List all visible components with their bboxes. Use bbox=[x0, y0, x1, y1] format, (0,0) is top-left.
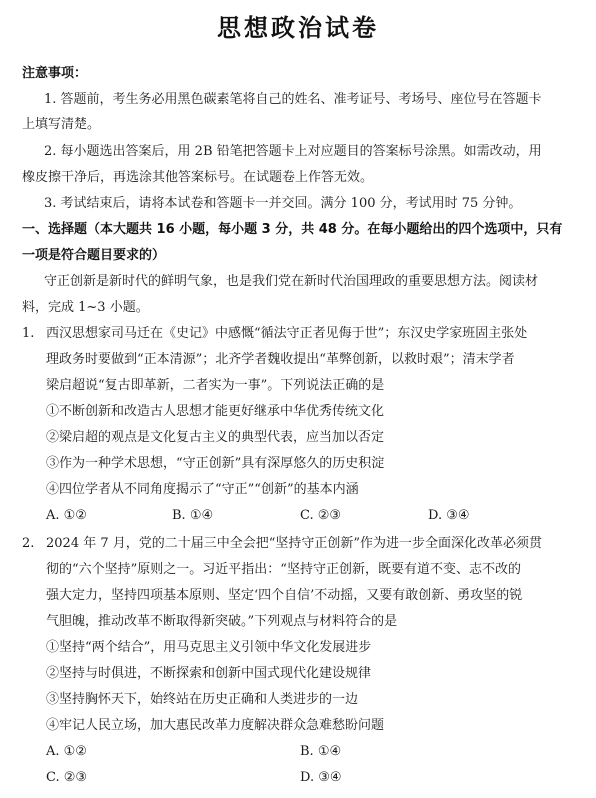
notice-item-2-line-1: 2. 每小题选出答案后，用 2B 铅笔把答题卡上对应题目的答案标号涂黑。如需改动，用 bbox=[44, 144, 542, 159]
question-1-option-b: B. ①④ bbox=[172, 508, 214, 523]
notice-heading: 注意事项： bbox=[22, 66, 88, 81]
section-heading-line-2: 一项是符合题目要求的） bbox=[22, 248, 166, 263]
question-2-number: 2. bbox=[22, 536, 35, 551]
question-2-statement-2: ②坚持与时俱进，不断探索和创新中国式现代化建设规律 bbox=[46, 666, 372, 681]
question-1-option-a: A. ①② bbox=[46, 508, 87, 523]
question-1-option-d: D. ③④ bbox=[428, 508, 470, 523]
question-1-number: 1. bbox=[22, 326, 35, 341]
question-1-statement-4: ④四位学者从不同角度揭示了“守正”“创新”的基本内涵 bbox=[46, 482, 359, 497]
question-2-stem-line-3: 强大定力，坚持四项基本原则、坚定‘四个自信’不动摇，又要有敢创新、勇攻坚的锐 bbox=[46, 588, 523, 603]
question-2-stem-line-4: 气胆魄，推动改革不断取得新突破。”下列观点与材料符合的是 bbox=[46, 614, 398, 629]
question-2-statement-1: ①坚持“两个结合”，用马克思主义引领中华文化发展进步 bbox=[46, 640, 372, 655]
question-1-stem-line-1: 西汉思想家司马迁在《史记》中感慨“循法守正者见侮于世”；东汉史学家班固主张处 bbox=[46, 326, 528, 341]
intro-line-2: 料，完成 1~3 小题。 bbox=[22, 300, 149, 315]
question-1-stem-line-2: 理政务时要做到“正本清源”；北齐学者魏收提出“革弊创新，以救时艰”；清末学者 bbox=[46, 352, 515, 367]
question-2-option-c: C. ②③ bbox=[46, 770, 88, 785]
question-1-statement-2: ②梁启超的观点是文化复古主义的典型代表，应当加以否定 bbox=[46, 430, 385, 445]
notice-item-1-line-1: 1. 答题前，考生务必用黑色碳素笔将自己的姓名、准考证号、考场号、座位号在答题卡 bbox=[44, 92, 542, 107]
question-2-stem-line-2: 彻的“六个坚持”原则之一。习近平指出：“坚持守正创新，既要有道不变、志不改的 bbox=[46, 562, 521, 577]
question-2-option-d: D. ③④ bbox=[300, 770, 342, 785]
question-2-stem-line-1: 2024 年 7 月，党的二十届三中全会把“坚持守正创新”作为进一步全面深化改革必须贯 bbox=[46, 536, 543, 551]
notice-item-1-line-2: 上填写清楚。 bbox=[22, 117, 101, 132]
notice-item-2-line-2: 橡皮擦干净后，再选涂其他答案标号。在试题卷上作答无效。 bbox=[22, 170, 374, 185]
question-1-option-c: C. ②③ bbox=[300, 508, 342, 523]
question-1-statement-1: ①不断创新和改造古人思想才能更好继承中华优秀传统文化 bbox=[46, 404, 385, 419]
notice-item-3-line-1: 3. 考试结束后，请将本试卷和答题卡一并交回。满分 100 分，考试用时 75 分钟。 bbox=[44, 196, 522, 211]
question-2-option-b: B. ①④ bbox=[300, 744, 342, 759]
page-title: 思想政治试卷 bbox=[217, 14, 379, 42]
section-heading-line-1: 一、选择题（本大题共 16 小题，每小题 3 分，共 48 分。在每小题给出的四个选项中，只有 bbox=[22, 222, 563, 237]
question-1-stem-line-3: 梁启超说“复古即革新，二者实为一事”。下列说法正确的是 bbox=[46, 378, 385, 393]
question-2-statement-4: ④牢记人民立场，加大惠民改革力度解决群众急难愁盼问题 bbox=[46, 718, 385, 733]
question-1-statement-3: ③作为一种学术思想，“守正创新”具有深厚悠久的历史积淀 bbox=[46, 456, 385, 471]
question-2-statement-3: ③坚持胸怀天下，始终站在历史正确和人类进步的一边 bbox=[46, 692, 359, 707]
intro-line-1: 守正创新是新时代的鲜明气象，也是我们党在新时代治国理政的重要思想方法。阅读材 bbox=[44, 274, 539, 289]
question-2-option-a: A. ①② bbox=[46, 744, 87, 759]
